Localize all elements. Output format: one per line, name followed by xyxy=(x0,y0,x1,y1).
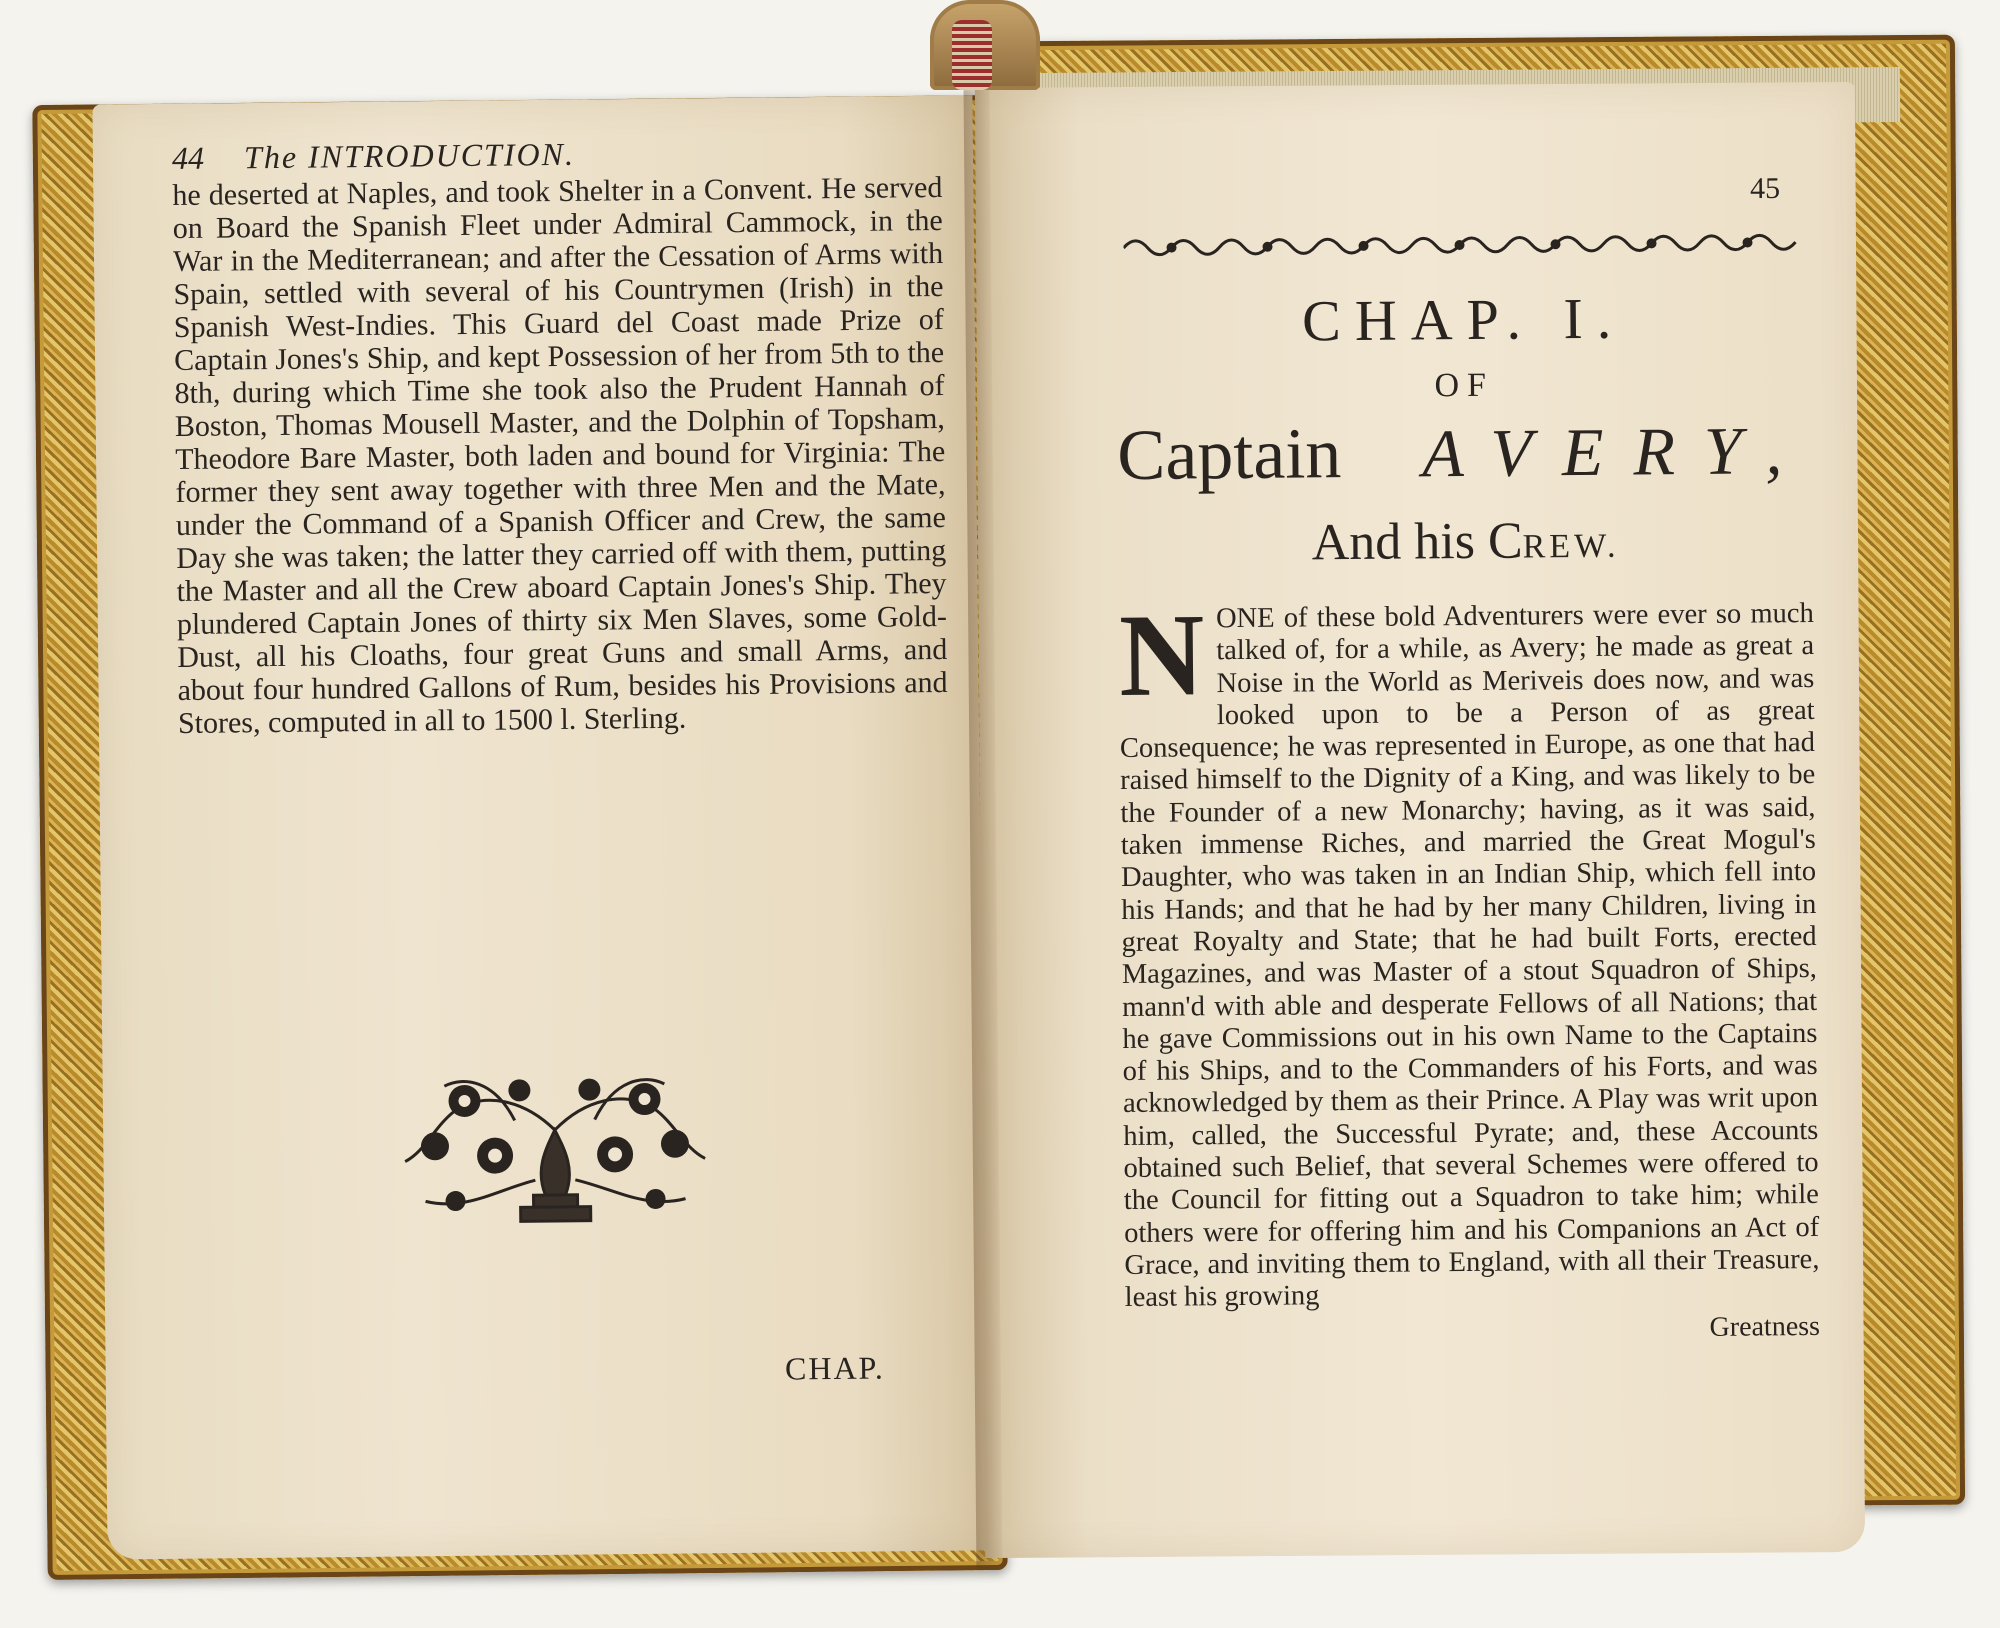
running-head-title: The INTRODUCTION. xyxy=(243,135,576,176)
headband-stripe xyxy=(952,20,992,90)
left-page-number: 44 xyxy=(171,139,205,177)
chapter-title-captain: Captain xyxy=(1116,413,1342,496)
first-word-small-caps: ONE xyxy=(1215,602,1275,635)
right-paragraph xyxy=(1118,589,1820,1315)
ornamental-border xyxy=(1123,227,1803,263)
chapter-subtitle xyxy=(1118,509,1813,574)
chapter-of: OF xyxy=(1434,366,1495,405)
left-catchword: CHAP. xyxy=(784,1349,885,1387)
left-page-text xyxy=(172,134,948,740)
right-catchword: Greatness xyxy=(1709,1310,1821,1343)
right-paragraph-text: of these bold Adventurers were ever so much talked of, for a while, as Avery; he made as great a Noise in the World as Meriveis does now, and was looked upon to be a Person of as great Consequence; he was represented in Europe, as one that had raised himself to the Dignity of a King, and was likely to be the Founder of a new Monarchy; having, as it was said, taken immense Riches, and married the Great Mogul's Daughter, who was taken in an Indian Ship, which fell into his Hands; and that he had by her many Children, living in great Royalty and State; that he had built Forts, erected Magazines, and was Master of a stout Squadron of Ships, mann'd with able and desperate Fellows of all Nations; that he gave Commissions out in his own Name to the Captains of his Ships, and to the Commanders of his Forts, and was acknowledged by them as their Prince. A Play was writ upon him, called, the Successful Pyrate; and, these Accounts obtained such Belief, that several Schemes were offered to the Council for fitting out a Squadron to take him; while others were for offering him and his Companions an Act of Grace, and inviting them to England, with all their Treasure, least his growing xyxy=(1119,597,1820,1314)
vase-ornament-icon xyxy=(394,1058,716,1236)
left-paragraph: he deserted at Naples, and took Shelter in a Convent. He served on Board the Spanish Fleet under Admiral Cammock, in the War in the Mediterranean; and after the Cessation of Arms with Spain, settled with several of his Countrymen (Irish) in the Spanish West-Indies. This Guard del Coast made Prize of Captain Jones's Ship, and kept Possession of her from 5th to the 8th, during which Time she took also the Prudent Hannah of Boston, Thomas Mousell Master, and the Dolphin of Topsham, Theodore Bare Master, both laden and bound for Virginia: The former they sent away together with three Men and the Mate, under the Command of a Spanish Officer and Crew, the same Day she was taken; the latter they carried off with them, putting the Master and all the Crew aboard Captain Jones's Ship. They plundered Captain Jones of thirty six Men Slaves, some Gold-Dust, all his Cloaths, four great Guns and small Arms, and about four hundred Gallons of Rum, besides his Provisions and Stores, computed in all to 1500 l. Sterling. xyxy=(172,170,948,741)
subtitle-small-caps: REW. xyxy=(1522,527,1620,566)
chapter-heading: CHAP. I. xyxy=(1301,285,1626,354)
drop-cap: N xyxy=(1118,589,1205,722)
running-head xyxy=(172,134,942,175)
subtitle-large: And his C xyxy=(1311,512,1523,572)
right-page-text xyxy=(1115,167,1820,1349)
chapter-title xyxy=(1117,408,1813,497)
chapter-title-name: AVERY, xyxy=(1421,411,1813,492)
right-page-number: 45 xyxy=(1749,171,1781,206)
